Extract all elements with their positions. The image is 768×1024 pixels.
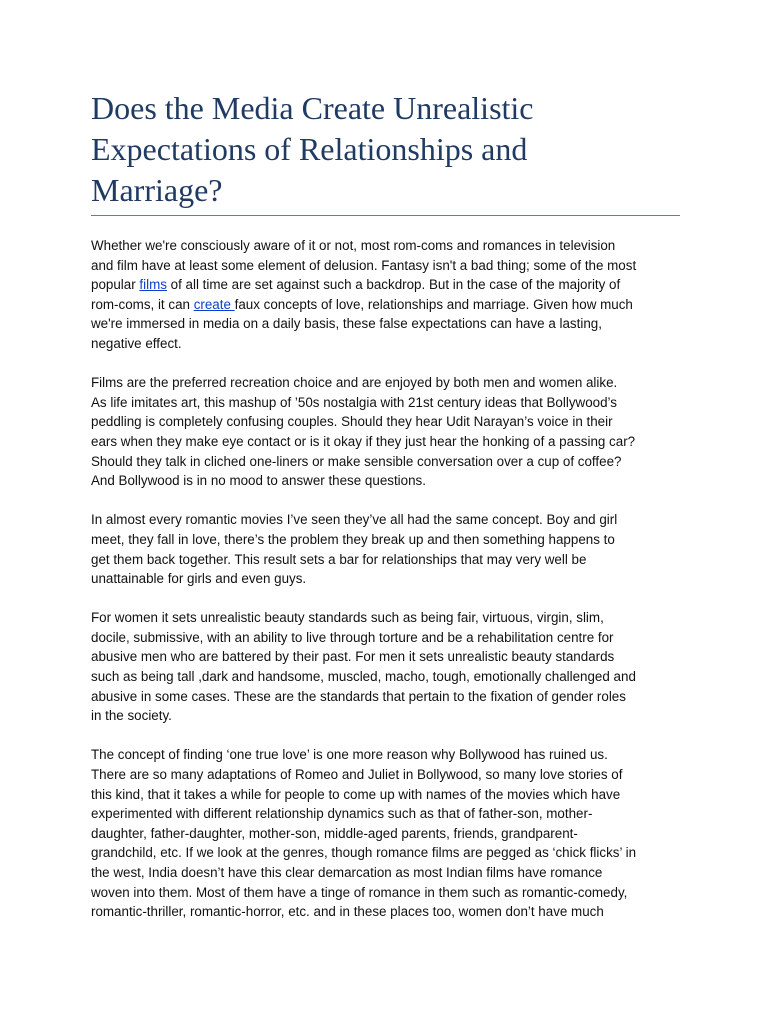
text-line: such as being tall ,dark and handsome, muscled, macho, tough, emotionally challenged and (91, 669, 636, 685)
text-line: Films are the preferred recreation choice and are enjoyed by both men and women alike. (91, 375, 618, 391)
title-line: Does the Media Create Unrealistic (91, 90, 534, 126)
text-line: in the society. (91, 708, 172, 724)
text-line: peddling is completely confusing couples. Should they hear Udit Narayan’s voice in their (91, 414, 613, 430)
text-line: woven into them. Most of them have a tinge of romance in them such as romantic-comedy, (91, 884, 628, 900)
text-line: negative effect. (91, 335, 182, 351)
text-line: meet, they fall in love, there’s the problem they break up and then something happens to (91, 531, 615, 547)
text-line: abusive men who are battered by their past. For men it sets unrealistic beauty standards (91, 649, 615, 665)
text-line: docile, submissive, with an ability to live through torture and be a rehabilitation centre for (91, 629, 614, 645)
paragraph (91, 373, 681, 491)
text-line: grandchild, etc. If we look at the genres, though romance films are pegged as ‘chick flicks’ in (91, 845, 637, 861)
text-line: and film have at least some element of delusion. Fantasy isn't a bad thing; some of the most (91, 257, 637, 273)
text-line: ears when they make eye contact or is it okay if they just hear the honking of a passing car? (91, 433, 636, 449)
text-line: unattainable for girls and even guys. (91, 571, 307, 587)
title-line: Expectations of Relationships and (91, 131, 528, 167)
title-underline-divider (91, 215, 680, 216)
text-line: romantic-thriller, romantic-horror, etc. and in these places too, women don’t have much (91, 904, 604, 920)
paragraph (91, 608, 681, 726)
text-line (91, 295, 681, 315)
text-line: get them back together. This result sets a bar for relationships that may very well be (91, 551, 587, 567)
text-line: abusive in some cases. These are the standards that pertain to the fixation of gender roles (91, 688, 626, 704)
text-segment: popular (91, 277, 140, 293)
text-line: experimented with different relationship dynamics such as that of father-son, mother- (91, 806, 593, 822)
text-segment: rom-coms, it can (91, 296, 194, 312)
paragraph (91, 745, 681, 921)
text-line: Should they talk in cliched one-liners or make sensible conversation over a cup of coffee? (91, 453, 622, 469)
text-line: Whether we're consciously aware of it or not, most rom-coms and romances in television (91, 238, 616, 253)
article-body (91, 236, 681, 941)
text-line: And Bollywood is in no mood to answer these questions. (91, 473, 426, 489)
text-line: the west, India doesn’t have this clear demarcation as most Indian films have romance (91, 865, 603, 880)
title-line: Marriage? (91, 172, 223, 208)
inline-link[interactable]: films (139, 277, 167, 293)
text-segment: faux concepts of love, relationships and marriage. Given how much (234, 296, 633, 312)
inline-link[interactable]: create (193, 296, 235, 312)
text-line (91, 275, 681, 295)
text-line: In almost every romantic movies I’ve seen they’ve all had the same concept. Boy and girl (91, 512, 618, 528)
text-line: There are so many adaptations of Romeo and Juliet in Bollywood, so many love stories of (91, 767, 623, 783)
text-line: As life imitates art, this mashup of ’50s nostalgia with 21st century ideas that Bollywood’s (91, 394, 617, 410)
text-line: we're immersed in media on a daily basis, these false expectations can have a lasting, (91, 316, 602, 332)
document-title (91, 88, 691, 211)
text-line: this kind, that it takes a while for people to come up with names of the movies which have (91, 786, 621, 802)
text-segment: of all time are set against such a backdrop. But in the case of the majority of (166, 277, 621, 293)
paragraph (91, 236, 681, 354)
paragraph (91, 510, 681, 588)
text-line: For women it sets unrealistic beauty standards such as being fair, virtuous, virgin, slim, (91, 610, 604, 626)
text-line: The concept of finding ‘one true love’ is one more reason why Bollywood has ruined us. (91, 747, 608, 763)
text-line: daughter, father-daughter, mother-son, middle-aged parents, friends, grandparent- (91, 825, 578, 841)
